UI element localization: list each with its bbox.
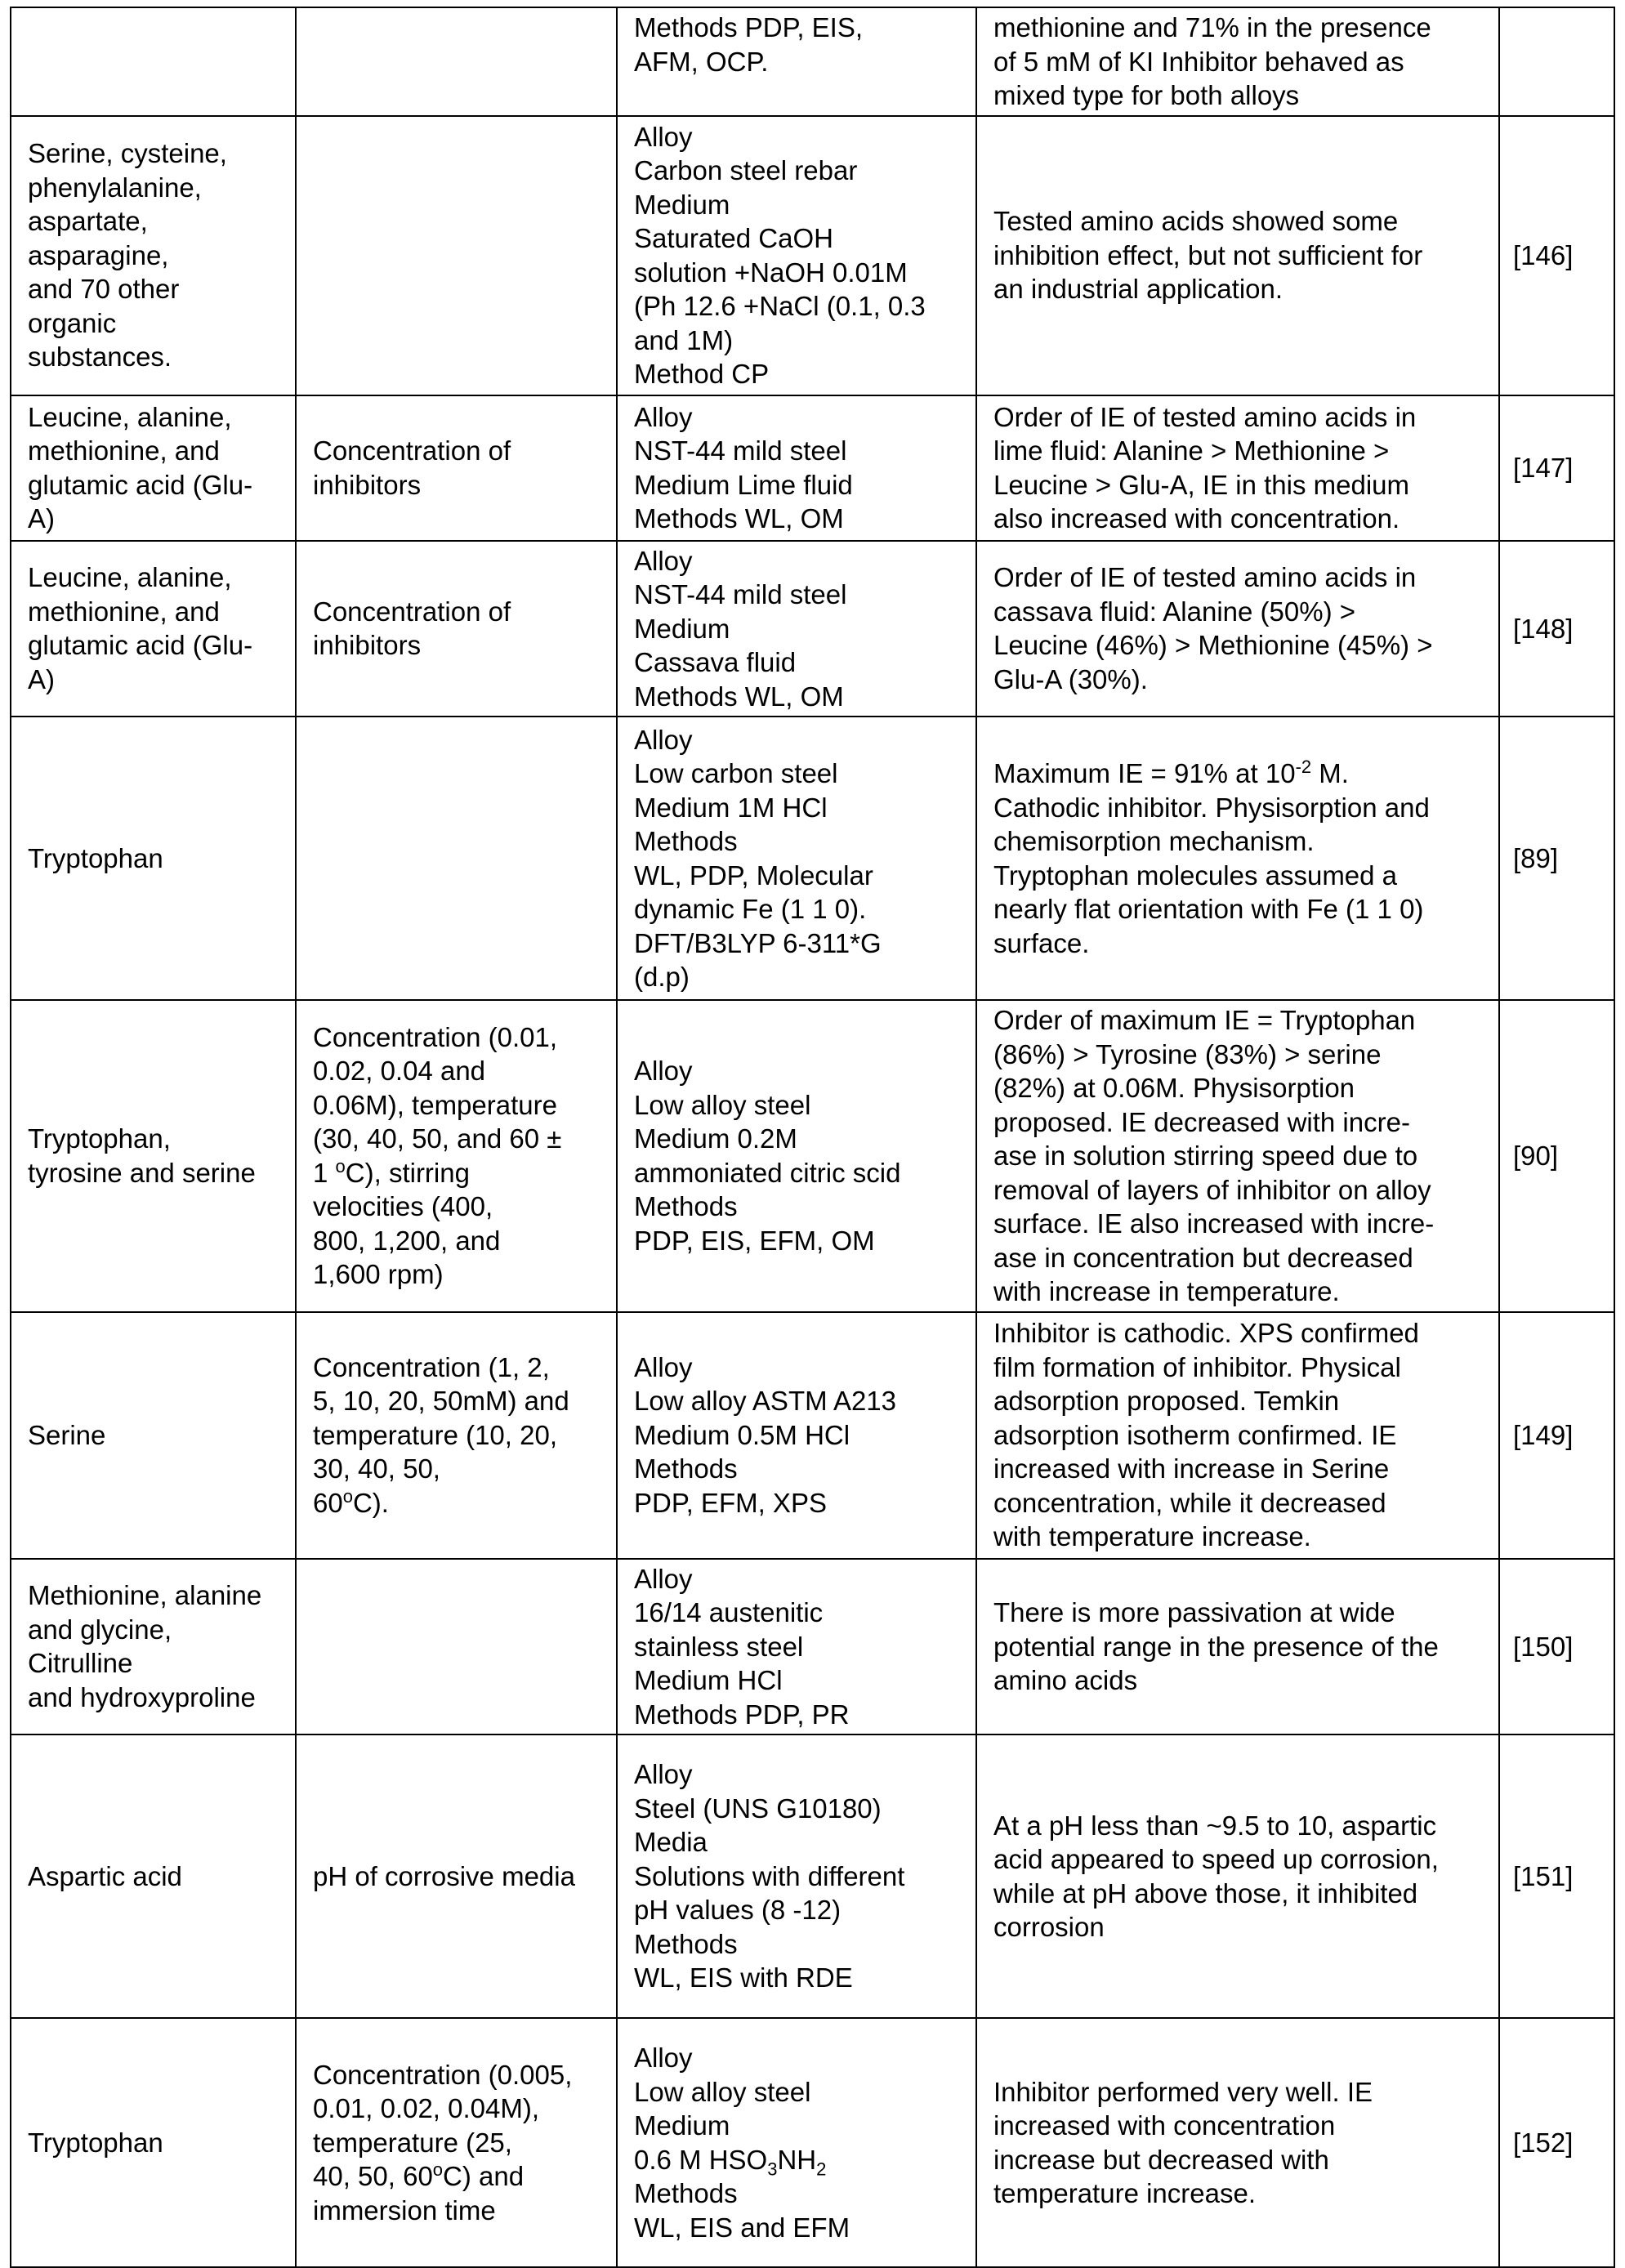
inhibitor-cell: Tryptophan, tyrosine and serine (11, 1000, 296, 1312)
inhibitor-cell (11, 7, 296, 116)
reference-cell: [148] (1499, 541, 1614, 717)
reference-cell: [146] (1499, 116, 1614, 395)
conditions-cell: Alloy NST-44 mild steel Medium Cassava fluid Methods WL, OM (617, 541, 976, 717)
conditions-cell: Alloy Carbon steel rebar Medium Saturated CaOH solution +NaOH 0.01M (Ph 12.6 +NaCl (0.1, 0.3 and 1M) Method CP (617, 116, 976, 395)
variables-cell (296, 7, 617, 116)
table-row (11, 541, 1614, 717)
variables-cell: Concentration of inhibitors (296, 395, 617, 541)
findings-cell: Order of IE of tested amino acids in cassava fluid: Alanine (50%) > Leucine (46%) > Methionine (45%) > Glu-A (30%). (976, 541, 1499, 717)
inhibitor-cell: Serine, cysteine, phenylalanine, aspartate, asparagine, and 70 other organic substances. (11, 116, 296, 395)
variables-text: C), stirring velocities (400, 800, 1,200, and 1,600 rpm) (313, 1157, 501, 1290)
table-row (11, 395, 1614, 541)
reference-cell: [151] (1499, 1734, 1614, 2018)
conditions-cell (617, 2018, 976, 2267)
variables-text: Concentration (1, 2, 5, 10, 20, 50mM) and temperature (10, 20, 30, 40, 50, 60 (313, 1351, 569, 1518)
subscript: 3 (767, 2159, 778, 2180)
variables-cell (296, 717, 617, 1000)
findings-text: M. Cathodic inhibitor. Physisorption and chemisorption mechanism. Tryptophan molecules assumed a nearly flat orientation with Fe (1 1 0) surface. (993, 758, 1430, 958)
degree-superscript: o (342, 1485, 353, 1507)
findings-cell: Inhibitor is cathodic. XPS confirmed film formation of inhibitor. Physical adsorption proposed. Temkin adsorption isotherm confirmed. IE increased with increase in Serine concentration, while it decreased with temperature increase. (976, 1312, 1499, 1559)
table-row (11, 2018, 1614, 2267)
findings-cell: Tested amino acids showed some inhibition effect, but not sufficient for an industrial application. (976, 116, 1499, 395)
findings-cell: Inhibitor performed very well. IE increased with concentration increase but decreased with temperature increase. (976, 2018, 1499, 2267)
findings-cell: Order of maximum IE = Tryptophan (86%) > Tyrosine (83%) > serine (82%) at 0.06M. Physisorption proposed. IE decreased with incre- ase in solution stirring speed due to removal of layers of inhibitor on alloy surface. IE also increased with incre- ase in concentration but decreased with increase in temperature. (976, 1000, 1499, 1312)
inhibitor-cell: Serine (11, 1312, 296, 1559)
variables-text: Concentration (0.005, 0.01, 0.02, 0.04M), temperature (25, 40, 50, 60 (313, 2059, 573, 2192)
inhibitor-cell: Leucine, alanine, methionine, and glutamic acid (Glu- A) (11, 541, 296, 717)
conditions-text: Alloy Low alloy steel Medium 0.6 M HSO (634, 2043, 811, 2175)
findings-cell (976, 717, 1499, 1000)
table-row (11, 1734, 1614, 2018)
conditions-cell: Alloy Steel (UNS G10180) Media Solutions with different pH values (8 -12) Methods WL, EIS with RDE (617, 1734, 976, 2018)
superscript: -2 (1295, 757, 1312, 777)
reference-cell: [152] (1499, 2018, 1614, 2267)
conditions-cell: Alloy Low alloy steel Medium 0.2M ammoniated citric scid Methods PDP, EIS, EFM, OM (617, 1000, 976, 1312)
findings-cell: Order of IE of tested amino acids in lime fluid: Alanine > Methionine > Leucine > Glu-A, IE in this medium also increased with concentration. (976, 395, 1499, 541)
inhibitor-cell: Leucine, alanine, methionine, and glutamic acid (Glu- A) (11, 395, 296, 541)
inhibitor-cell: Tryptophan (11, 2018, 296, 2267)
findings-cell: There is more passivation at wide potential range in the presence of the amino acids (976, 1559, 1499, 1735)
inhibitor-cell: Aspartic acid (11, 1734, 296, 2018)
variables-cell (296, 1559, 617, 1735)
findings-cell: methionine and 71% in the presence of 5 mM of KI Inhibitor behaved as mixed type for both alloys (976, 7, 1499, 116)
table-row (11, 1312, 1614, 1559)
variables-cell (296, 116, 617, 395)
amino-acid-inhibitor-table (10, 7, 1615, 2268)
conditions-text: NH (777, 2144, 817, 2175)
table-row (11, 1559, 1614, 1735)
variables-cell: pH of corrosive media (296, 1734, 617, 2018)
variables-text: C) and immersion time (313, 2161, 525, 2226)
variables-text: Concentration (0.01, 0.02, 0.04 and 0.06M), temperature (30, 40, 50, and 60 ± 1 (313, 1021, 562, 1188)
conditions-text: Methods WL, EIS and EFM (634, 2178, 850, 2243)
table-row (11, 7, 1614, 116)
variables-cell (296, 2018, 617, 2267)
inhibitor-cell: Methionine, alanine and glycine, Citrulline and hydroxyproline (11, 1559, 296, 1735)
reference-cell: [147] (1499, 395, 1614, 541)
reference-cell: [150] (1499, 1559, 1614, 1735)
table-row (11, 717, 1614, 1000)
variables-cell: Concentration of inhibitors (296, 541, 617, 717)
conditions-cell: Alloy 16/14 austenitic stainless steel Medium HCl Methods PDP, PR (617, 1559, 976, 1735)
reference-cell (1499, 7, 1614, 116)
conditions-cell: Alloy Low carbon steel Medium 1M HCl Methods WL, PDP, Molecular dynamic Fe (1 1 0). DFT/B3LYP 6-311*G (d.p) (617, 717, 976, 1000)
conditions-cell: Methods PDP, EIS, AFM, OCP. (617, 7, 976, 116)
conditions-cell: Alloy NST-44 mild steel Medium Lime fluid Methods WL, OM (617, 395, 976, 541)
degree-superscript: o (335, 1155, 346, 1176)
subscript: 2 (816, 2159, 827, 2180)
variables-cell (296, 1312, 617, 1559)
table-row (11, 1000, 1614, 1312)
variables-cell (296, 1000, 617, 1312)
inhibitor-cell: Tryptophan (11, 717, 296, 1000)
degree-superscript: o (432, 2159, 444, 2181)
findings-cell: At a pH less than ~9.5 to 10, aspartic acid appeared to speed up corrosion, while at pH above those, it inhibited corrosion (976, 1734, 1499, 2018)
table-row (11, 116, 1614, 395)
reference-cell: [90] (1499, 1000, 1614, 1312)
variables-text: C). (352, 1487, 389, 1518)
findings-text: Maximum IE = 91% at 10 (993, 758, 1296, 788)
conditions-cell: Alloy Low alloy ASTM A213 Medium 0.5M HCl Methods PDP, EFM, XPS (617, 1312, 976, 1559)
reference-cell: [89] (1499, 717, 1614, 1000)
reference-cell: [149] (1499, 1312, 1614, 1559)
